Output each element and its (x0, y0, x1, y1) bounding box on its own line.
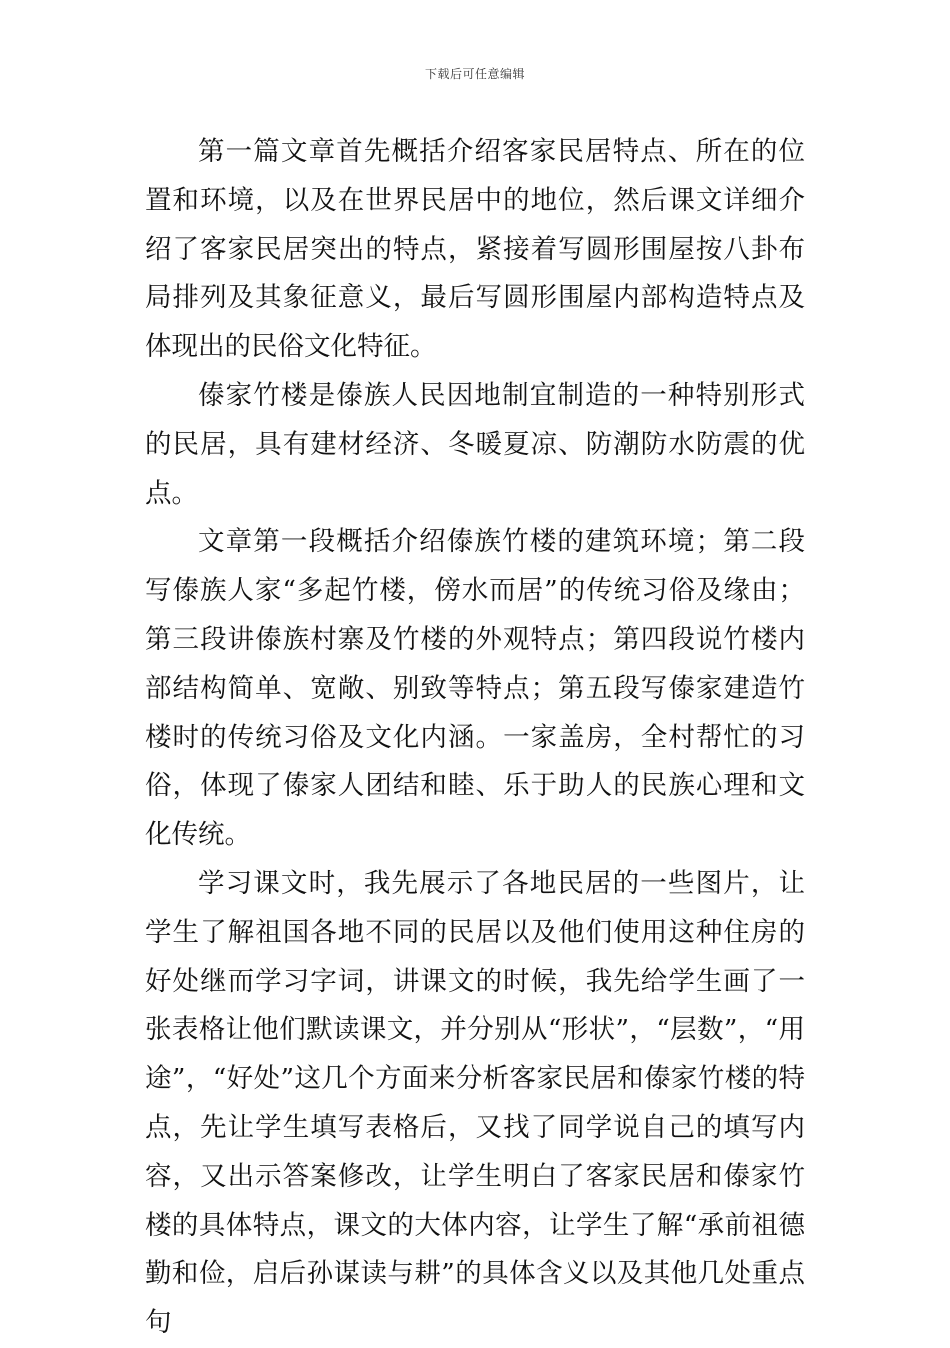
paragraph-2: 傣家竹楼是傣族人民因地制宜制造的一种特别形式的民居，具有建材经济、冬暖夏凉、防潮防水防震的优点。 (145, 379, 805, 509)
paragraph-1: 第一篇文章首先概括介绍客家民居特点、所在的位置和环境，以及在世界民居中的地位，然后课文详细介绍了客家民居突出的特点，紧接着写圆形围屋按八卦布局排列及其象征意义，最后写圆形围屋内部构造特点及体现出的民俗文化特征。 (145, 136, 805, 363)
page-header: 下载后可任意编辑 (424, 67, 525, 81)
document-body (145, 128, 805, 1348)
paragraph-4: 学习课文时，我先展示了各地民居的一些图片，让学生了解祖国各地不同的民居以及他们使用这种住房的好处继而学习字词，讲课文的时候，我先给学生画了一张表格让他们默读课文，并分别从“形状”，“层数”，“用途”，“好处”这几个方面来分析客家民居和傣家竹楼的特点，先让学生填写表格后，又找了同学说自己的填写内容，又出示答案修改，让学生明白了客家民居和傣家竹楼的具体特点，课文的大体内容，让学生了解“承前祖德勤和俭，启后孙谋读与耕”的具体含义以及其他几处重点句 (145, 867, 805, 1339)
paragraph-3: 文章第一段概括介绍傣族竹楼的建筑环境；第二段写傣族人家“多起竹楼，傍水而居”的传统习俗及缘由；第三段讲傣族村寨及竹楼的外观特点；第四段说竹楼内部结构简单、宽敞、别致等特点；第五段写傣家建造竹楼时的传统习俗及文化内涵。一家盖房，全村帮忙的习俗，体现了傣家人团结和睦、乐于助人的民族心理和文化传统。 (145, 526, 805, 851)
